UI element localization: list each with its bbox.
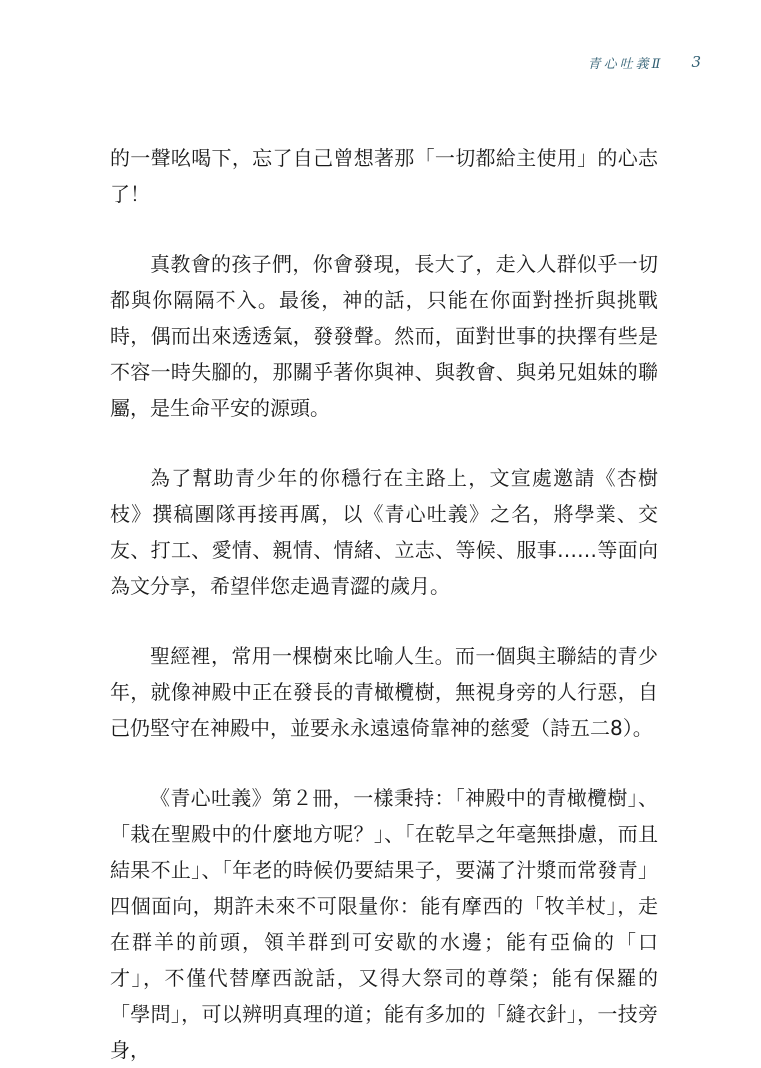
body-text — [110, 140, 658, 1068]
paragraph: 聖經裡，常用一棵樹來比喻人生。而一個與主聯結的青少年，就像神殿中正在發長的青橄欖樹，無視身旁的人行惡，自己仍堅守在神殿中，並要永永遠遠倚靠神的慈愛（詩五二8）。 — [110, 644, 658, 740]
paragraph: 《青心吐義》第２冊，一樣秉持：「神殿中的青橄欖樹」、「栽在聖殿中的什麼地方呢？」、「在乾旱之年毫無掛慮，而且結果不止」、「年老的時候仍要結果子，要滿了汁漿而常發青」四個面向，期許未來不可限量你：能有摩西的「牧羊杖」，走在群羊的前頭，領羊群到可安歇的水邊；能有亞倫的「口才」，不僅代替摩西說話，又得大祭司的尊榮；能有保羅的「學問」，可以辨明真理的道；能有多加的「縫衣針」，一技旁身， — [110, 786, 658, 1062]
page-number: 3 — [691, 53, 701, 71]
paragraph: 真教會的孩子們，你會發現，長大了，走入人群似乎一切都與你隔隔不入。最後，神的話，只能在你面對挫折與挑戰時，偶而出來透透氣，發發聲。然而，面對世事的抉擇有些是不容一時失腳的，那關乎著你與神、與教會、與弟兄姐妹的聯屬，是生命平安的源頭。 — [110, 252, 658, 420]
running-title: 青心吐義Ⅱ — [587, 56, 664, 72]
paragraph-continued: 的一聲吆喝下，忘了自己曾想著那「一切都給主使用」的心志了！ — [110, 146, 658, 206]
page-header — [588, 50, 701, 74]
paragraph: 為了幫助青少年的你穩行在主路上，文宣處邀請《杏樹枝》撰稿團隊再接再厲，以《青心吐義》之名，將學業、交友、打工、愛情、親情、情緒、立志、等候、服事……等面向為文分享，希望伴您走過青澀的歲月。 — [110, 466, 658, 598]
